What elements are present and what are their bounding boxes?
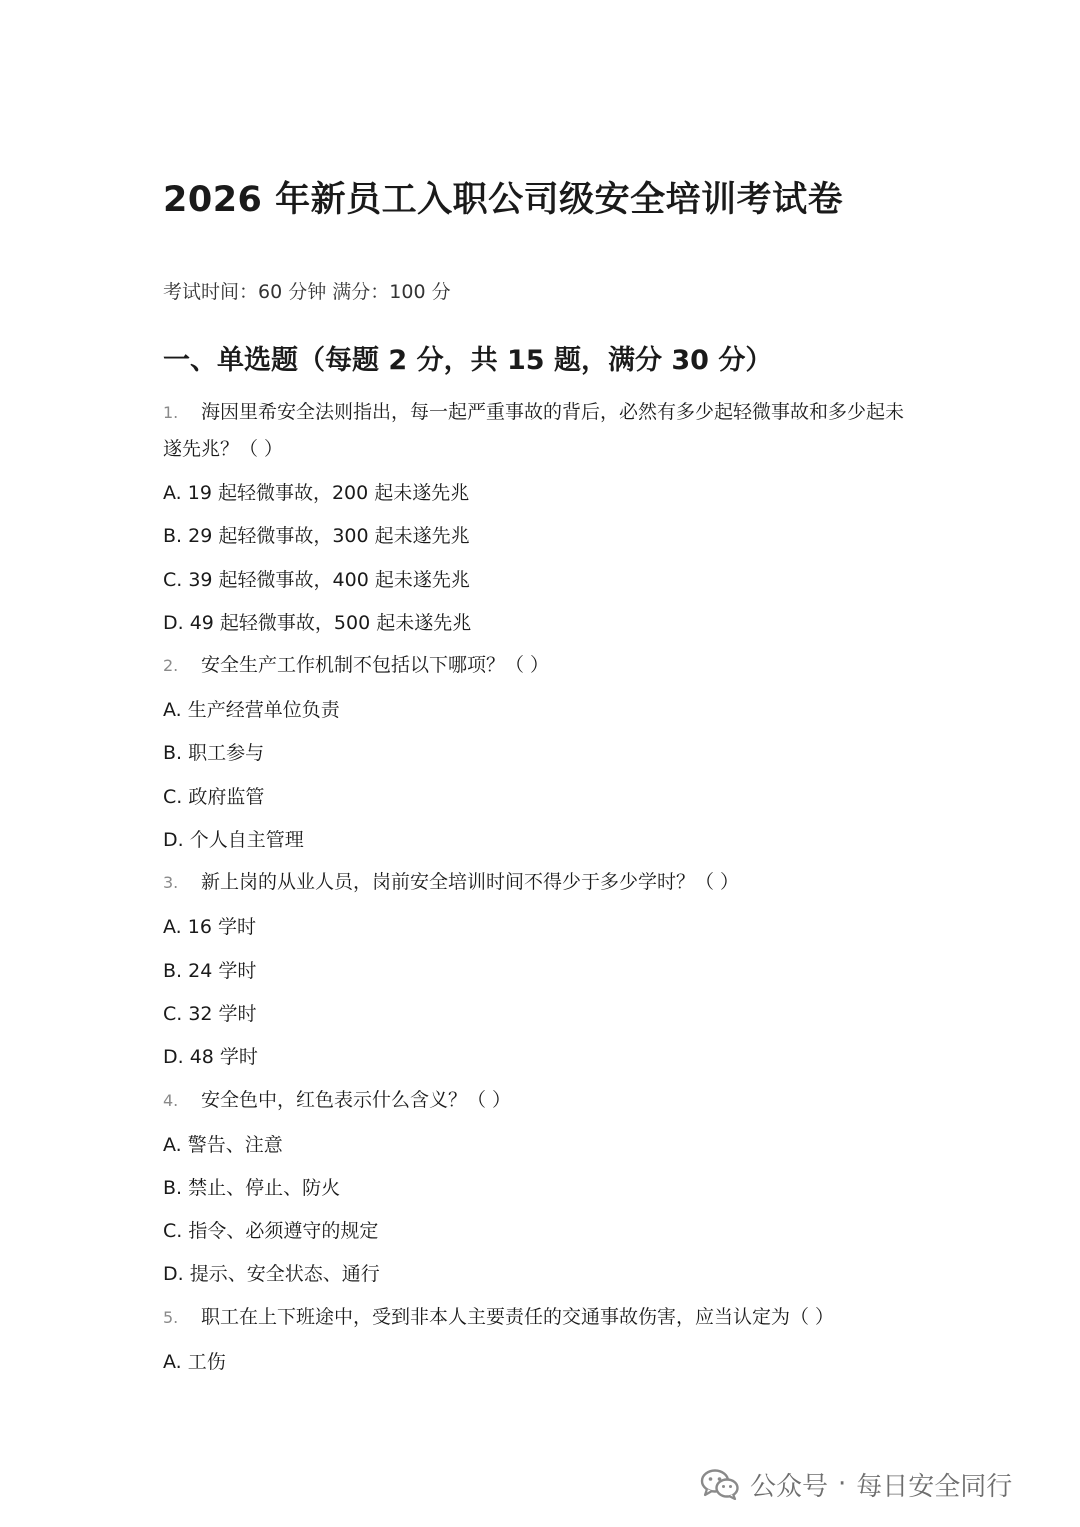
question-3 bbox=[163, 862, 913, 1079]
question-4 bbox=[163, 1080, 913, 1297]
option-b: B. 禁止、停止、防火 bbox=[163, 1176, 341, 1199]
time-label: 考试时间： bbox=[163, 281, 259, 303]
option-c: C. 政府监管 bbox=[163, 785, 265, 808]
question-text: 职工在上下班途中，受到非本人主要责任的交通事故伤害，应当认定为（ ） bbox=[201, 1305, 835, 1328]
exam-meta bbox=[163, 277, 451, 304]
option-c: C. 32 学时 bbox=[163, 1002, 257, 1025]
question-stem bbox=[163, 392, 913, 472]
option-c: C. 39 起轻微事故，400 起未遂先兆 bbox=[163, 568, 470, 591]
question-text: 海因里希安全法则指出，每一起严重事故的背后，必然有多少起轻微事故和多少起未遂先兆？（ ） bbox=[163, 401, 905, 460]
question-stem bbox=[163, 1297, 913, 1341]
option-a: A. 16 学时 bbox=[163, 916, 256, 939]
watermark bbox=[700, 1464, 1012, 1504]
page-title: 2026 年新员工入职公司级安全培训考试卷 bbox=[163, 180, 844, 220]
question-number: 2. bbox=[163, 656, 179, 676]
score-value: 100 分 bbox=[389, 281, 451, 303]
option-b: B. 24 学时 bbox=[163, 959, 257, 982]
option-d: D. 49 起轻微事故，500 起未遂先兆 bbox=[163, 611, 472, 634]
question-number: 3. bbox=[163, 873, 179, 893]
wechat-icon bbox=[700, 1468, 740, 1500]
section-heading: 一、单选题（每题 2 分，共 15 题，满分 30 分） bbox=[163, 345, 773, 376]
question-1 bbox=[163, 392, 913, 645]
time-value: 60 分钟 bbox=[258, 281, 327, 303]
option-c: C. 指令、必须遵守的规定 bbox=[163, 1220, 379, 1243]
option-b: B. 职工参与 bbox=[163, 742, 265, 765]
score-label: 满分： bbox=[332, 281, 390, 303]
option-d: D. 个人自主管理 bbox=[163, 829, 304, 852]
question-number: 4. bbox=[163, 1090, 179, 1110]
question-number: 5. bbox=[163, 1307, 179, 1327]
watermark-separator: · bbox=[838, 1469, 847, 1499]
question-stem bbox=[163, 645, 913, 689]
question-stem bbox=[163, 1080, 913, 1124]
option-a: A. 生产经营单位负责 bbox=[163, 699, 340, 722]
question-stem bbox=[163, 862, 913, 906]
option-a: A. 警告、注意 bbox=[163, 1133, 283, 1156]
watermark-account: 每日安全同行 bbox=[856, 1471, 1013, 1502]
option-b: B. 29 起轻微事故，300 起未遂先兆 bbox=[163, 525, 470, 548]
watermark-prefix: 公众号 bbox=[750, 1471, 829, 1502]
option-a: A. 工伤 bbox=[163, 1350, 226, 1373]
question-text: 安全生产工作机制不包括以下哪项？（ ） bbox=[201, 654, 550, 677]
question-number: 1. bbox=[163, 403, 179, 422]
question-text: 安全色中，红色表示什么含义？（ ） bbox=[201, 1088, 512, 1111]
question-5 bbox=[163, 1297, 913, 1384]
question-list bbox=[163, 392, 913, 1384]
question-text: 新上岗的从业人员，岗前安全培训时间不得少于多少学时？（ ） bbox=[201, 871, 740, 894]
question-2 bbox=[163, 645, 913, 862]
option-d: D. 48 学时 bbox=[163, 1046, 258, 1069]
option-d: D. 提示、安全状态、通行 bbox=[163, 1263, 380, 1286]
option-a: A. 19 起轻微事故，200 起未遂先兆 bbox=[163, 482, 470, 504]
